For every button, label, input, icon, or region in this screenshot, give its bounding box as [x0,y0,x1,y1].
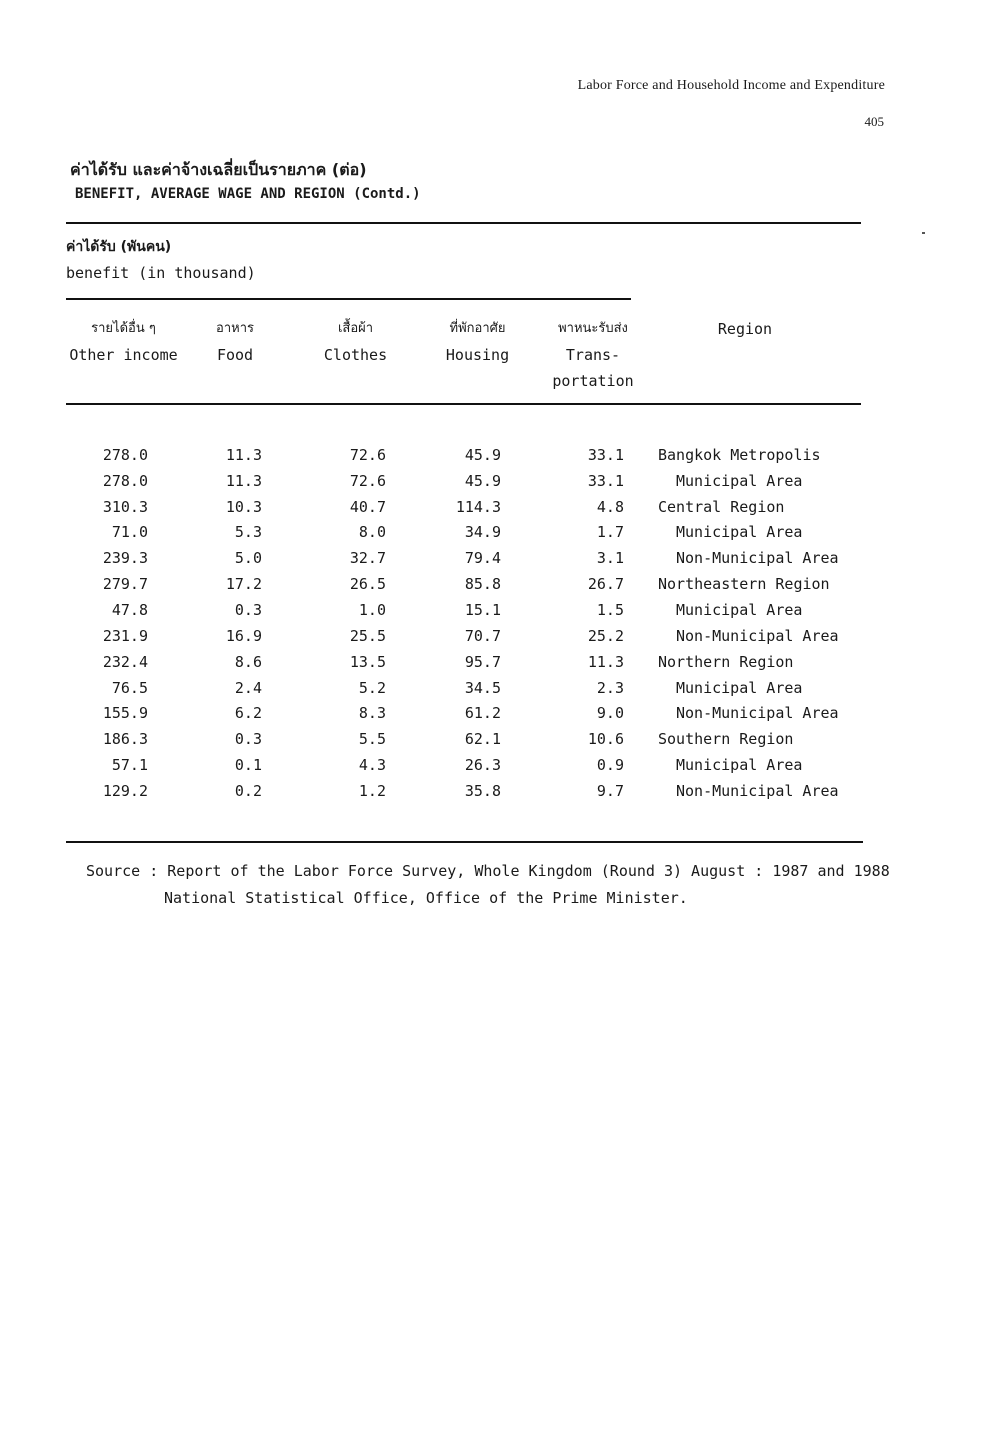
cell-region [624,675,878,701]
cell-region [624,494,878,520]
cell-food: 6.2 [234,704,262,723]
cell-other-income: 278.0 [102,445,148,464]
column-header-transportation [548,316,638,394]
cell-food: 0.1 [234,756,262,775]
cell-housing: 45.9 [464,445,501,464]
table-row [66,700,878,726]
cell-region [624,700,878,726]
cell-housing: 114.3 [455,497,501,516]
cell-other-income: 47.8 [111,600,148,619]
cell-other-income: 76.5 [111,678,148,697]
page-number: 405 [864,114,884,129]
region-label: Municipal Area [676,471,803,490]
cell-region [624,520,878,546]
cell-housing: 79.4 [464,549,501,568]
cell-food: 0.3 [234,600,262,619]
source-line-2: National Statistical Office, Office of the Prime Minister. [164,889,688,907]
column-header-english: Trans- [565,346,621,364]
table-row [66,726,878,752]
header-rule [66,403,861,405]
table-row [66,520,878,546]
cell-clothes: 26.5 [349,575,386,594]
table-row [66,545,878,571]
cell-clothes: 8.3 [358,704,386,723]
cell-other-income: 129.2 [102,781,148,800]
cell-housing: 45.9 [464,471,501,490]
cell-clothes: 8.0 [358,523,386,542]
unit-label-thai: ค่าได้รับ (พันคน) [66,239,172,255]
cell-food: 11.3 [225,445,262,464]
region-label: Non-Municipal Area [676,704,839,723]
cell-other-income: 239.3 [102,549,148,568]
cell-region [624,571,878,597]
cell-clothes: 1.2 [358,781,386,800]
table-row [66,571,878,597]
table-row [66,675,878,701]
column-header-english: Other income [69,346,178,364]
source-line-1: Source : Report of the Labor Force Survey, Whole Kingdom (Round 3) August : 1987 and 1988 [86,862,890,880]
cell-region [624,778,878,804]
scan-speck [922,232,925,234]
cell-transportation: 9.7 [596,781,624,800]
unit-rule [66,298,631,300]
cell-food: 5.0 [234,549,262,568]
column-header-thai: ที่พักอาศัย [449,321,506,336]
cell-transportation: 25.2 [587,626,624,645]
table-row [66,623,878,649]
cell-food: 0.3 [234,730,262,749]
cell-housing: 85.8 [464,575,501,594]
running-header: Labor Force and Household Income and Expenditure [577,78,885,93]
cell-food: 10.3 [225,497,262,516]
column-header-english: Region [717,320,773,338]
cell-other-income: 186.3 [102,730,148,749]
cell-food: 16.9 [225,626,262,645]
cell-transportation: 1.5 [596,600,624,619]
region-label: Municipal Area [676,756,803,775]
table-row [66,468,878,494]
cell-region [624,468,878,494]
cell-housing: 70.7 [464,626,501,645]
cell-other-income: 279.7 [102,575,148,594]
region-label: Northern Region [658,652,794,671]
table-title-thai: ค่าได้รับ และค่าจ้างเฉลี่ยเป็นรายภาค (ต่อ) [70,160,367,179]
cell-food: 5.3 [234,523,262,542]
cell-housing: 61.2 [464,704,501,723]
cell-region [624,752,878,778]
cell-housing: 35.8 [464,781,501,800]
region-label: Northeastern Region [658,575,830,594]
table-row [66,778,878,804]
region-label: Southern Region [658,730,794,749]
cell-housing: 26.3 [464,756,501,775]
cell-housing: 15.1 [464,600,501,619]
column-header-thai: เสื้อผ้า [337,321,374,336]
cell-food: 2.4 [234,678,262,697]
column-header-english-line2: portation [552,372,634,390]
bottom-rule [66,841,863,843]
cell-other-income: 155.9 [102,704,148,723]
column-header-food [206,316,264,368]
region-label: Central Region [658,497,785,516]
region-label: Municipal Area [676,523,803,542]
cell-region [624,623,878,649]
cell-food: 8.6 [234,652,262,671]
cell-housing: 95.7 [464,652,501,671]
cell-food: 0.2 [234,781,262,800]
cell-clothes: 32.7 [349,549,386,568]
region-label: Non-Municipal Area [676,626,839,645]
cell-clothes: 72.6 [349,445,386,464]
column-header-region [700,316,790,342]
cell-region [624,649,878,675]
cell-transportation: 2.3 [596,678,624,697]
cell-food: 17.2 [225,575,262,594]
cell-region [624,442,878,468]
column-header-english: Clothes [323,346,388,364]
table-row [66,494,878,520]
column-header-housing [440,316,515,368]
cell-transportation: 26.7 [587,575,624,594]
unit-label-english: benefit (in thousand) [66,264,256,282]
cell-transportation: 4.8 [596,497,624,516]
column-header-clothes [318,316,393,368]
table-title-english: BENEFIT, AVERAGE WAGE AND REGION (Contd.) [75,186,421,202]
region-label: Bangkok Metropolis [658,445,821,464]
cell-food: 11.3 [225,471,262,490]
table-body [66,442,878,804]
top-rule [66,222,861,224]
column-header-english: Food [216,346,254,364]
cell-transportation: 0.9 [596,756,624,775]
source-note [86,858,890,912]
cell-clothes: 5.2 [358,678,386,697]
table-row [66,649,878,675]
data-table [66,442,878,804]
cell-transportation: 11.3 [587,652,624,671]
cell-clothes: 5.5 [358,730,386,749]
cell-clothes: 1.0 [358,600,386,619]
cell-other-income: 278.0 [102,471,148,490]
cell-transportation: 33.1 [587,471,624,490]
region-label: Non-Municipal Area [676,549,839,568]
table-row [66,752,878,778]
cell-housing: 34.5 [464,678,501,697]
region-label: Municipal Area [676,678,803,697]
cell-clothes: 72.6 [349,471,386,490]
cell-housing: 34.9 [464,523,501,542]
cell-clothes: 13.5 [349,652,386,671]
region-label: Municipal Area [676,600,803,619]
column-header-other-income [66,316,181,368]
cell-transportation: 3.1 [596,549,624,568]
cell-clothes: 25.5 [349,626,386,645]
cell-transportation: 9.0 [596,704,624,723]
cell-housing: 62.1 [464,730,501,749]
column-header-thai: พาหนะรับส่ง [558,321,628,336]
cell-other-income: 231.9 [102,626,148,645]
column-header-thai: รายได้อื่น ๆ [91,321,156,336]
cell-other-income: 71.0 [111,523,148,542]
cell-region [624,545,878,571]
cell-region [624,597,878,623]
table-row [66,597,878,623]
table-row [66,442,878,468]
region-label: Non-Municipal Area [676,781,839,800]
cell-clothes: 40.7 [349,497,386,516]
cell-transportation: 33.1 [587,445,624,464]
cell-other-income: 310.3 [102,497,148,516]
cell-clothes: 4.3 [358,756,386,775]
cell-other-income: 57.1 [111,756,148,775]
column-header-thai: อาหาร [216,321,254,336]
cell-transportation: 10.6 [587,730,624,749]
cell-transportation: 1.7 [596,523,624,542]
cell-other-income: 232.4 [102,652,148,671]
cell-region [624,726,878,752]
column-header-english: Housing [445,346,510,364]
